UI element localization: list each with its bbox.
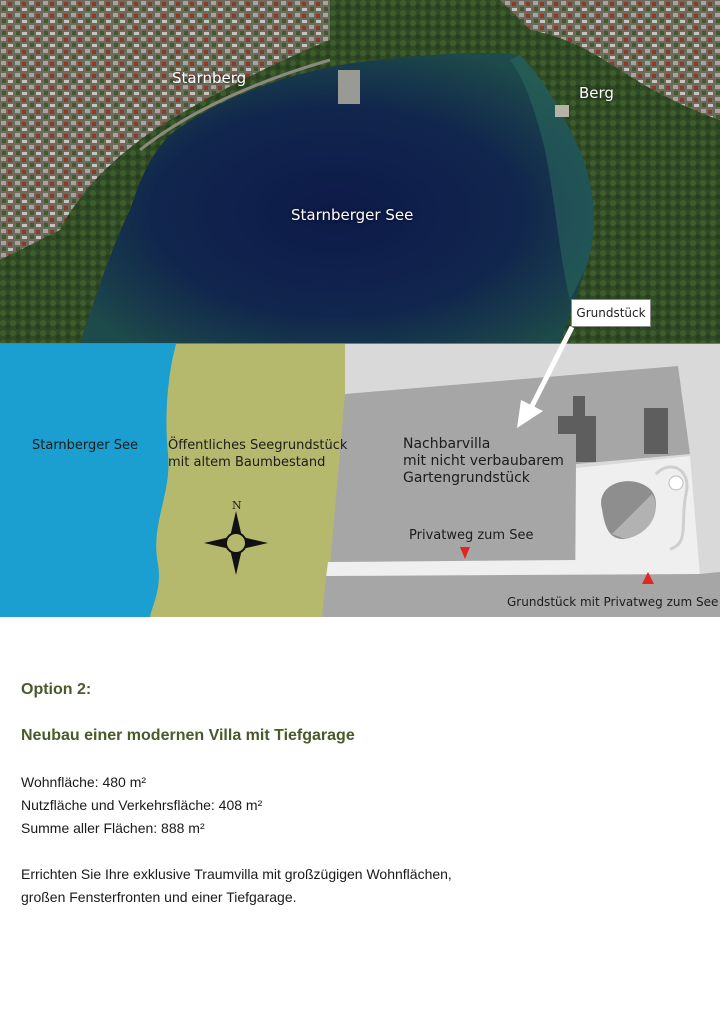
public-plot-label (168, 437, 347, 471)
neighbor-label-line-3: Gartengrundstück (403, 470, 530, 486)
area-living: Wohnfläche: 480 m² (21, 774, 147, 790)
lake-label: Starnberger See (291, 206, 414, 224)
starnberg-label: Starnberg (172, 69, 247, 87)
public-plot-label-line-1: Öffentliches Seegrundstück (168, 438, 348, 453)
area-total: Summe aller Flächen: 888 m² (21, 820, 205, 836)
neighbor-building-2 (644, 408, 668, 454)
site-plan-drawing (0, 344, 720, 617)
site-plan (0, 343, 720, 617)
neighbor-label-line-1: Nachbarvilla (403, 436, 491, 452)
property-callout: Grundstück (571, 299, 651, 327)
aerial-photo (0, 0, 720, 343)
option-heading: Option 2: (21, 681, 92, 698)
description-line-2: großen Fensterfronten und einer Tiefgarage. (21, 889, 297, 905)
neighbor-label-line-2: mit nicht verbaubarem (403, 453, 564, 469)
compass-north-label: N (232, 499, 242, 512)
private-path-label: Privatweg zum See (409, 528, 534, 543)
area-usable: Nutzfläche und Verkehrsfläche: 408 m² (21, 797, 263, 813)
plan-lake-label: Starnberger See (32, 438, 139, 453)
option-subheading: Neubau einer modernen Villa mit Tiefgarage (21, 727, 355, 744)
property-label: Grundstück mit Privatweg zum See (507, 595, 719, 609)
lake-area (0, 344, 176, 617)
neighbor-villa-label (403, 436, 564, 487)
description-line-1: Errichten Sie Ihre exklusive Traumvilla mit großzügigen Wohnflächen, (21, 866, 452, 882)
berg-label: Berg (579, 84, 614, 102)
aerial-image (0, 0, 720, 343)
public-plot-label-line-2: mit altem Baumbestand (168, 455, 326, 470)
